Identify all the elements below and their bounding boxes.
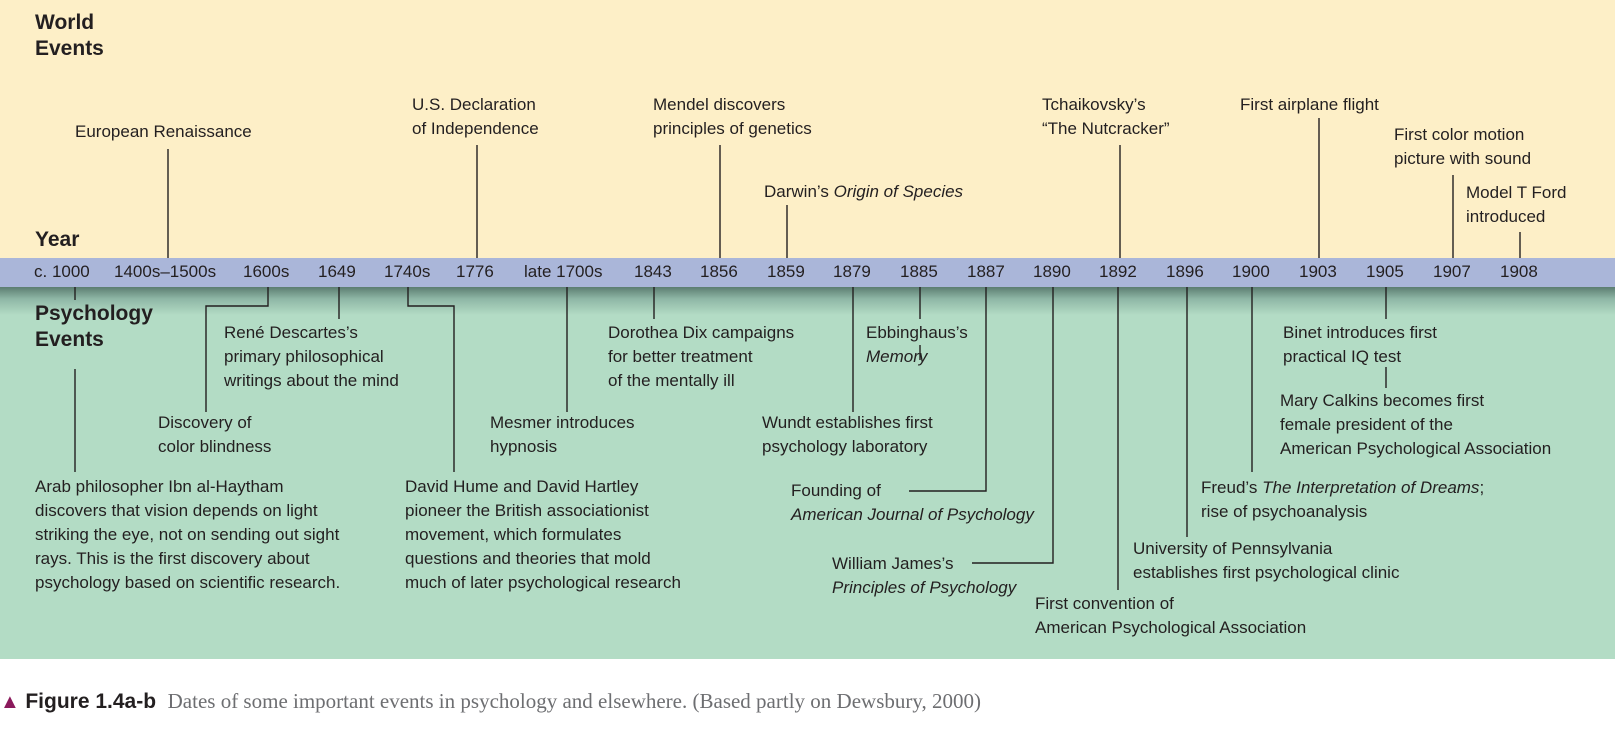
- ebbinghaus-name: Ebbinghaus’s: [866, 323, 968, 342]
- james-name: William James’s: [832, 554, 954, 573]
- darwin-prefix: Darwin’s: [764, 182, 834, 201]
- event-darwin-origin: [764, 180, 963, 204]
- year-label: 1892: [1099, 262, 1137, 281]
- event-american-journal-psychology: [791, 479, 1034, 527]
- year-label: 1600s: [243, 262, 290, 281]
- caption-triangle-icon: ▲: [0, 691, 20, 713]
- year-label: 1879: [833, 262, 871, 281]
- ebbinghaus-title: Memory: [866, 347, 928, 366]
- year-label: 1400s–1500s: [114, 262, 217, 281]
- event-wundt-laboratory: Wundt establishes first psychology laboratory: [762, 413, 933, 456]
- year-heading: Year: [35, 228, 80, 251]
- caption-description: Dates of some important events in psychology and elsewhere. (Based partly on Dewsbury, 2000): [167, 689, 981, 713]
- event-freud-dreams: [1201, 476, 1484, 524]
- year-label: 1900: [1232, 262, 1270, 281]
- year-label: late 1700s: [524, 262, 603, 281]
- event-william-james: [832, 552, 1016, 600]
- james-title: Principles of Psychology: [832, 578, 1017, 597]
- event-apa-first-convention: First convention of American Psychological Association: [1035, 594, 1307, 637]
- year-label: 1843: [634, 262, 672, 281]
- freud-prefix: Freud’s: [1201, 478, 1263, 497]
- event-penn-clinic: University of Pennsylvania establishes first psychological clinic: [1133, 539, 1400, 582]
- event-mesmer-hypnosis: Mesmer introduces hypnosis: [490, 413, 635, 456]
- event-color-blindness: Discovery of color blindness: [158, 413, 272, 456]
- event-ibn-al-haytham: Arab philosopher Ibn al-Haytham discovers that vision depends on light striking the eye, not on sending out sight rays. This is the first discovery about psychology based on scientific research.: [35, 477, 341, 592]
- event-mendel-genetics: Mendel discovers principles of genetics: [653, 95, 812, 138]
- world-events-heading: World Events: [35, 11, 104, 60]
- year-label: 1907: [1433, 262, 1471, 281]
- event-ebbinghaus: [866, 321, 968, 369]
- event-model-t-ford: Model T Ford introduced: [1466, 183, 1567, 226]
- event-mary-calkins: Mary Calkins becomes first female president of the American Psychological Association: [1280, 391, 1552, 458]
- year-label: 1896: [1166, 262, 1204, 281]
- caption-figure-number: Figure 1.4a-b: [25, 690, 157, 713]
- year-label: 1740s: [384, 262, 431, 281]
- event-binet-iq-test: Binet introduces first practical IQ test: [1283, 323, 1438, 366]
- event-first-airplane: First airplane flight: [1240, 95, 1379, 114]
- year-label: 1649: [318, 262, 356, 281]
- year-label: 1905: [1366, 262, 1404, 281]
- event-color-motion-picture: First color motion picture with sound: [1394, 125, 1532, 168]
- year-label: 1885: [900, 262, 938, 281]
- year-label: 1887: [967, 262, 1005, 281]
- figure-caption: [0, 688, 981, 715]
- year-label: 1856: [700, 262, 738, 281]
- freud-suffix: ; rise of psychoanalysis: [1201, 478, 1485, 521]
- ajp-title: American Journal of Psychology: [791, 505, 1034, 524]
- freud-title: The Interpretation of Dreams: [1262, 478, 1480, 497]
- year-label: c. 1000: [34, 262, 90, 281]
- event-descartes: René Descartes’s primary philosophical writings about the mind: [224, 323, 399, 390]
- connector-hume: [408, 287, 454, 472]
- event-european-renaissance: European Renaissance: [75, 122, 252, 141]
- year-label: 1776: [456, 262, 494, 281]
- year-label: 1908: [1500, 262, 1538, 281]
- event-dorothea-dix: Dorothea Dix campaigns for better treatment of the mentally ill: [608, 323, 795, 390]
- event-hume-hartley: David Hume and David Hartley pioneer the British associationist movement, which formulates questions and theories that mold much of later psychological research: [405, 477, 681, 592]
- ajp-prefix: Founding of: [791, 481, 881, 500]
- year-label: 1890: [1033, 262, 1071, 281]
- event-us-declaration: U.S. Declaration of Independence: [412, 95, 539, 138]
- year-label: 1903: [1299, 262, 1337, 281]
- year-label: 1859: [767, 262, 805, 281]
- event-tchaikovsky-nutcracker: Tchaikovsky’s “The Nutcracker”: [1042, 95, 1170, 138]
- darwin-title: Origin of Species: [833, 182, 964, 201]
- psychology-events-heading: Psychology Events: [35, 302, 153, 351]
